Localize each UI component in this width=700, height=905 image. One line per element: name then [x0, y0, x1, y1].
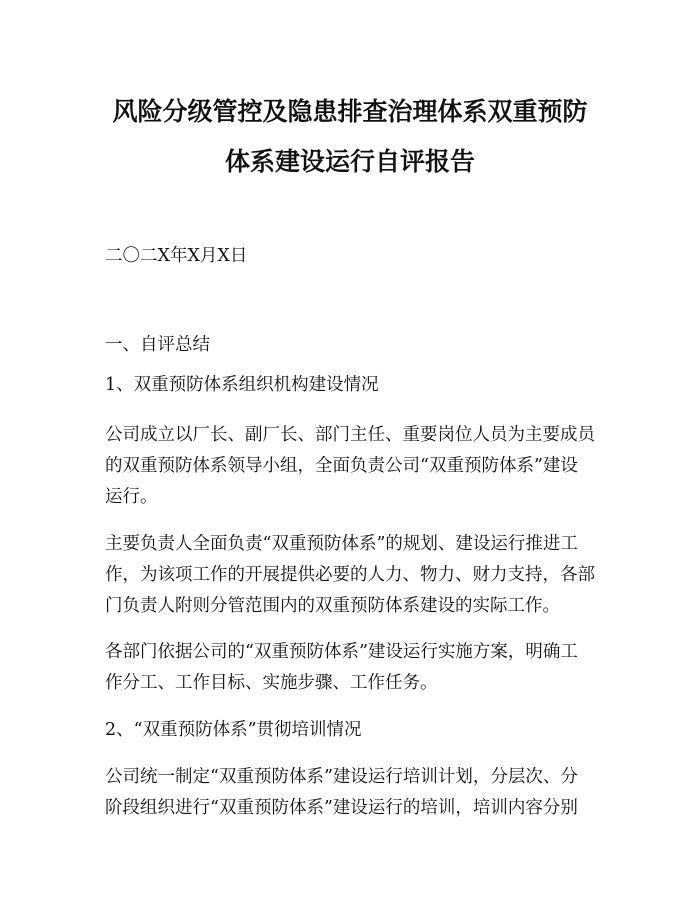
paragraph-2-line-2: 作，为该项工作的开展提供必要的人力、物力、财力支持，各部	[105, 565, 595, 585]
section-heading-self-evaluation: 一、自评总结	[105, 335, 210, 355]
paragraph-2-line-3: 门负责人附则分管范围内的双重预防体系建设的实际工作。	[105, 596, 560, 616]
document-date: 二〇二X年X月X日	[105, 246, 248, 266]
subsection-heading-organization: 1、双重预防体系组织机构建设情况	[105, 375, 379, 395]
paragraph-4-line-2: 阶段组织进行“双重预防体系”建设运行的培训，培训内容分别	[105, 798, 578, 818]
paragraph-3-line-2: 作分工、工作目标、实施步骤、工作任务。	[105, 673, 438, 693]
document-title-line-1: 风险分级管控及隐患排查治理体系双重预防	[112, 97, 588, 126]
paragraph-1-line-3: 运行。	[105, 487, 158, 507]
subsection-heading-training: 2、“双重预防体系”贯彻培训情况	[105, 720, 362, 740]
paragraph-1-line-1: 公司成立以厂长、副厂长、部门主任、重要岗位人员为主要成员	[105, 425, 595, 445]
paragraph-1-line-2: 的双重预防体系领导小组，全面负责公司“双重预防体系”建设	[105, 456, 578, 476]
paragraph-4-line-1: 公司统一制定“双重预防体系”建设运行培训计划，分层次、分	[105, 767, 578, 787]
paragraph-3-line-1: 各部门依据公司的“双重预防体系”建设运行实施方案，明确工	[105, 642, 578, 662]
paragraph-2-line-1: 主要负责人全面负责“双重预防体系”的规划、建设运行推进工	[105, 534, 578, 554]
document-title-line-2: 体系建设运行自评报告	[224, 147, 475, 176]
